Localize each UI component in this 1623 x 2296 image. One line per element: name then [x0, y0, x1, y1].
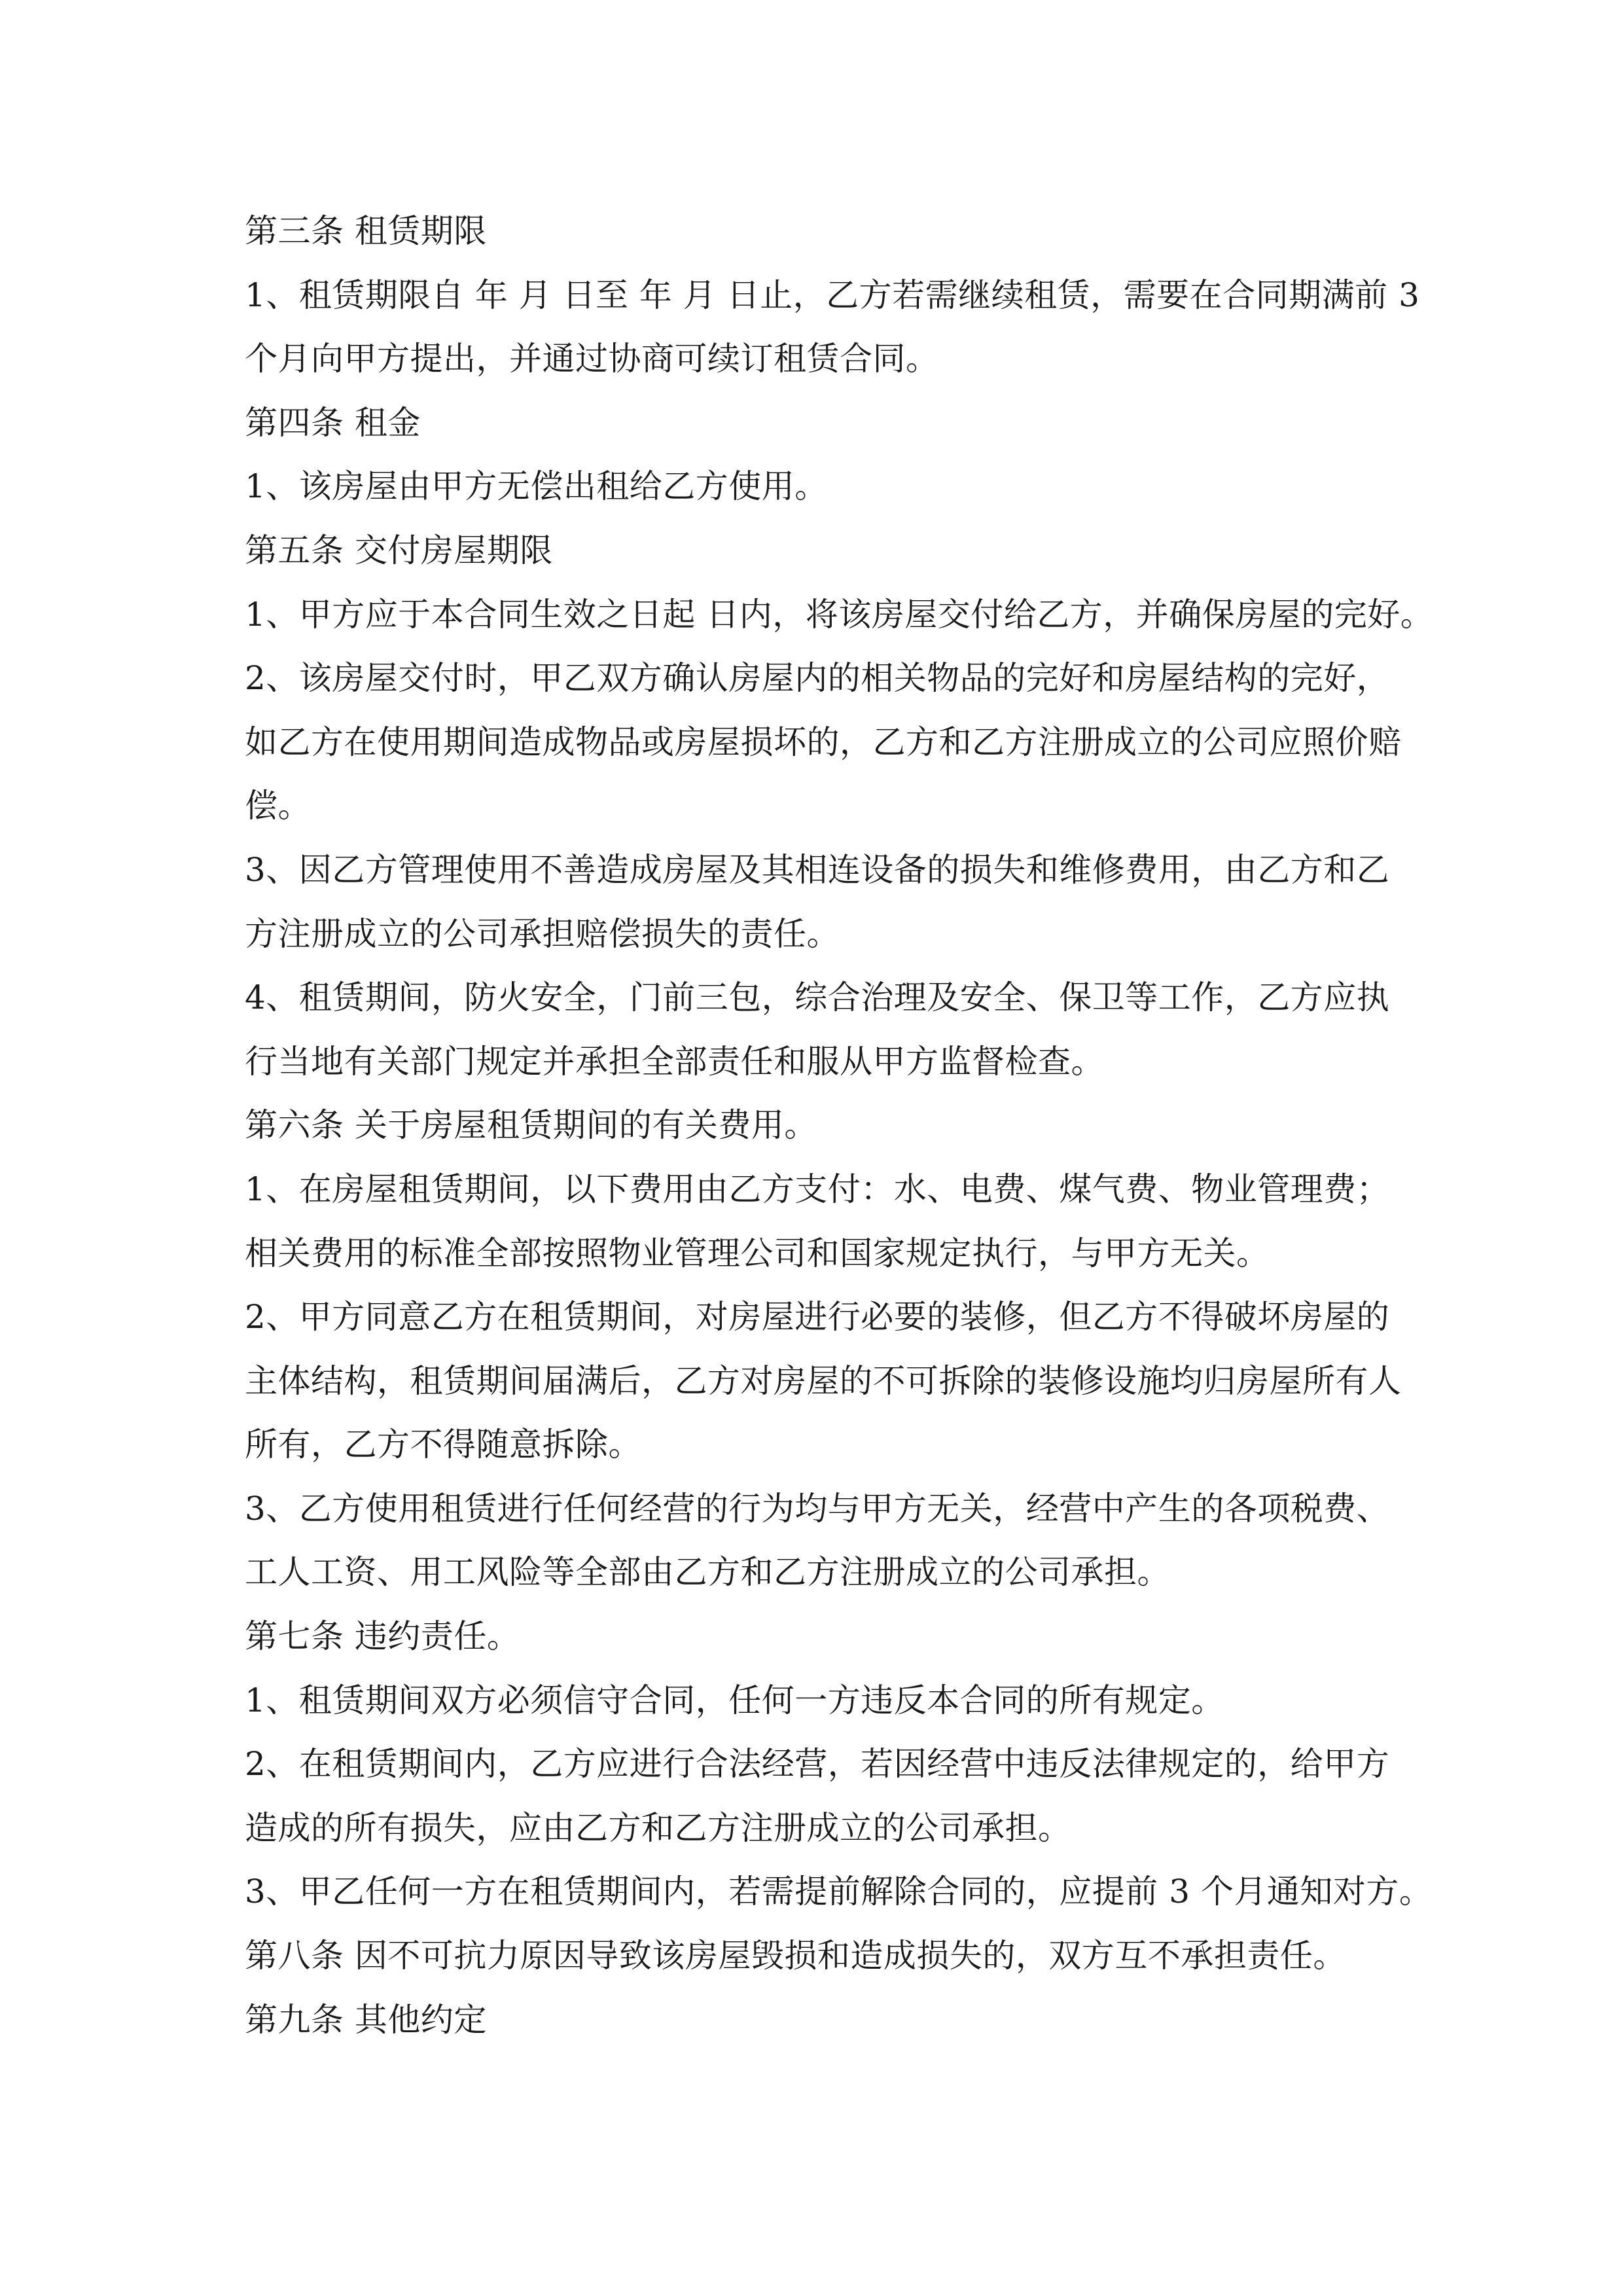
- paragraph-line: 1、租赁期间双方必须信守合同，任何一方违反本合同的所有规定。: [245, 1681, 1224, 1719]
- paragraph-line: 1、该房屋由甲方无偿出租给乙方使用。: [245, 467, 828, 506]
- paragraph-line: 4、租赁期间，防火安全，门前三包，综合治理及安全、保卫等工作，乙方应执: [245, 978, 1390, 1017]
- paragraph-line: 3、因乙方管理使用不善造成房屋及其相连设备的损失和维修费用，由乙方和乙: [245, 850, 1390, 889]
- article-6-heading: 第六条 关于房屋租赁期间的有关费用。: [245, 1106, 817, 1145]
- paragraph-line: 主体结构，租赁期间届满后，乙方对房屋的不可拆除的装修设施均归房屋所有人: [245, 1361, 1402, 1400]
- article-7-heading: 第七条 违约责任。: [245, 1617, 520, 1656]
- paragraph-line: 1、在房屋租赁期间，以下费用由乙方支付：水、电费、煤气费、物业管理费；: [245, 1170, 1390, 1208]
- contract-body: [245, 200, 1434, 2052]
- paragraph-line: 工人工资、用工风险等全部由乙方和乙方注册成立的公司承担。: [245, 1553, 1170, 1592]
- article-3-heading: 第三条 租赁期限: [245, 212, 487, 250]
- paragraph-line: 所有，乙方不得随意拆除。: [245, 1426, 641, 1464]
- paragraph-line: 个月向甲方提出，并通过协商可续订租赁合同。: [245, 340, 939, 378]
- article-5-heading: 第五条 交付房屋期限: [245, 531, 553, 569]
- paragraph-line: 2、该房屋交付时，甲乙双方确认房屋内的相关物品的完好和房屋结构的完好，: [245, 659, 1390, 698]
- paragraph-line: 1、甲方应于本合同生效之日起 日内，将该房屋交付给乙方，并确保房屋的完好。: [245, 595, 1434, 634]
- article-8-heading: 第八条 因不可抗力原因导致该房屋毁损和造成损失的，双方互不承担责任。: [245, 1937, 1346, 1975]
- article-9-heading: 第九条 其他约定: [245, 2000, 487, 2039]
- article-4-heading: 第四条 租金: [245, 403, 421, 442]
- paragraph-line: 方注册成立的公司承担赔偿损失的责任。: [245, 914, 840, 953]
- paragraph-line: 行当地有关部门规定并承担全部责任和服从甲方监督检查。: [245, 1042, 1104, 1081]
- paragraph-line: 偿。: [245, 787, 311, 825]
- paragraph-line: 2、甲方同意乙方在租赁期间，对房屋进行必要的装修，但乙方不得破坏房屋的: [245, 1298, 1390, 1336]
- paragraph-line: 相关费用的标准全部按照物业管理公司和国家规定执行，与甲方无关。: [245, 1234, 1270, 1272]
- paragraph-line: 造成的所有损失，应由乙方和乙方注册成立的公司承担。: [245, 1808, 1071, 1847]
- paragraph-line: 如乙方在使用期间造成物品或房屋损坏的，乙方和乙方注册成立的公司应照价赔: [245, 723, 1402, 761]
- paragraph-line: 1、租赁期限自 年 月 日至 年 月 日止，乙方若需继续租赁，需要在合同期满前 3: [245, 276, 1420, 314]
- paragraph-line: 2、在租赁期间内，乙方应进行合法经营，若因经营中违反法律规定的，给甲方: [245, 1745, 1390, 1784]
- paragraph-line: 3、甲乙任何一方在租赁期间内，若需提前解除合同的，应提前 3 个月通知对方。: [245, 1873, 1433, 1911]
- paragraph-line: 3、乙方使用租赁进行任何经营的行为均与甲方无关，经营中产生的各项税费、: [245, 1489, 1390, 1528]
